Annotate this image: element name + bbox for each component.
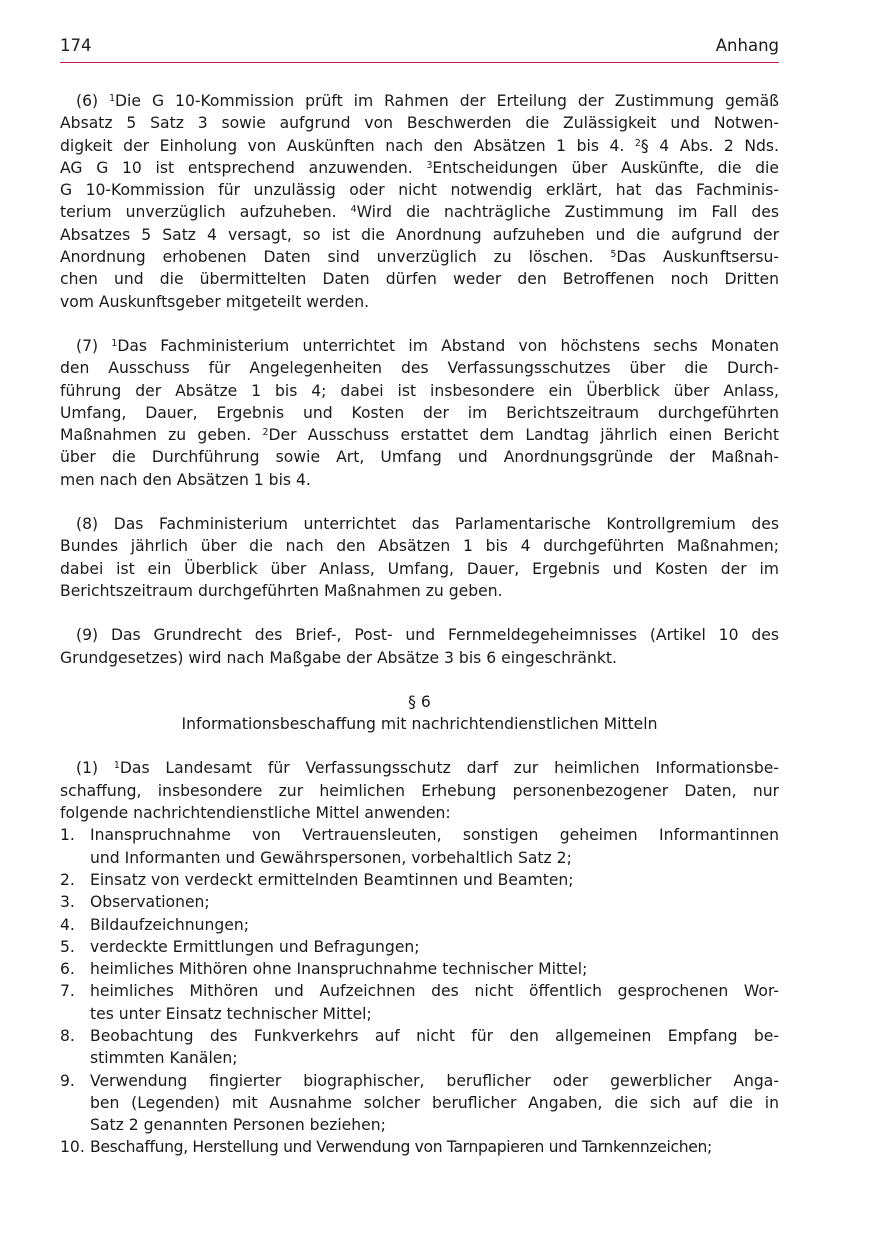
list-item-number: 9. [60, 1071, 75, 1090]
text-line: Bundes jährlich über die nach den Absätzen 1 bis 4 durchgeführten Maßnahmen; [60, 537, 779, 556]
text-segment: Das Auskunftsersu- [616, 248, 779, 267]
running-header [60, 36, 779, 58]
text-segment: den Ausschuss für Angelegenheiten des Verfassungsschutzes über die Durch- [60, 359, 779, 378]
text-line: (8) Das Fachministerium unterrichtet das Parlamentarische Kontrollgremium des [76, 515, 779, 534]
list-item-number: 1. [60, 826, 75, 845]
list-item-number: 5. [60, 937, 75, 956]
text-segment: § 4 Abs. 2 Nds. [640, 136, 779, 155]
list-item [60, 891, 779, 913]
text-segment: führung der Absätze 1 bis 4; dabei ist insbesondere ein Überblick über Anlass, [60, 381, 779, 400]
list-item-text: Observationen; [90, 893, 210, 912]
text-segment: chen und die übermittelten Daten dürfen weder den Betroffenen noch Dritten [60, 270, 779, 289]
text-segment: Entscheidungen über Auskünfte, die die [432, 158, 779, 177]
list-item-continuation [60, 1092, 779, 1114]
list-item [60, 914, 779, 936]
sentence-number: 5 [610, 248, 617, 260]
list-item [60, 936, 779, 958]
text-segment: G 10-Kommission für unzulässig oder nicht notwendig erklärt, hat das Fachminis- [60, 181, 779, 200]
list-item-text: heimliches Mithören und Aufzeichnen des nicht öffentlich gesprochenen Wor- [90, 982, 779, 1001]
text-line [60, 135, 779, 157]
sentence-number: 1 [109, 92, 116, 104]
list-item [60, 1025, 779, 1047]
text-segment: Absatz 5 Satz 3 sowie aufgrund von Beschwerden die Zulässigkeit und Notwen- [60, 114, 779, 133]
list-item-text: verdeckte Ermittlungen und Befragungen; [90, 937, 420, 956]
list-item-text: Einsatz von verdeckt ermittelnden Beamtinnen und Beamten; [90, 870, 574, 889]
list-item-number: 3. [60, 893, 75, 912]
list-item-number: 4. [60, 915, 75, 934]
paragraph-6 [60, 90, 779, 313]
paragraph-7 [60, 335, 779, 491]
list-item-text: Beobachtung des Funkverkehrs auf nicht für den allgemeinen Empfang be- [90, 1026, 779, 1045]
text-line [60, 757, 779, 779]
list-item-number: 8. [60, 1026, 75, 1045]
text-line [60, 224, 779, 246]
text-line [60, 402, 779, 424]
list-item-text: Verwendung fingierter biographischer, beruflicher oder gewerblicher Anga- [90, 1071, 779, 1090]
list-item-text: Satz 2 genannten Personen beziehen; [90, 1116, 386, 1135]
text-line [60, 157, 779, 179]
text-segment: Umfang, Dauer, Ergebnis und Kosten der im Berichtszeitraum durchgeführten [60, 403, 779, 422]
text-line [60, 335, 779, 357]
text-segment: Wird die nachträgliche Zustimmung im Fall des [356, 203, 779, 222]
list-item-continuation [60, 1114, 779, 1136]
list-item-text: stimmten Kanälen; [90, 1049, 238, 1068]
list-item-number: 7. [60, 982, 75, 1001]
text-line [60, 201, 779, 223]
list-item-continuation [60, 1047, 779, 1069]
text-line [60, 291, 779, 313]
list-item-number: 2. [60, 870, 75, 889]
paragraph-9 [60, 624, 779, 669]
list-item [60, 958, 779, 980]
text-line: dabei ist ein Überblick über Anlass, Umfang, Dauer, Ergebnis und Kosten der im [60, 559, 779, 578]
text-segment: über die Durchführung sowie Art, Umfang und Anordnungsgründe der Maßnah- [60, 448, 779, 467]
text-line [60, 469, 779, 491]
text-segment: Das Landesamt für Verfassungsschutz darf zur heimlichen Informationsbe- [119, 759, 779, 778]
section-number: § 6 [408, 692, 431, 711]
list-item-text: ben (Legenden) mit Ausnahme solcher beruflicher Angaben, die sich auf die in [90, 1093, 779, 1112]
text-segment: Maßnahmen zu geben. [60, 426, 263, 445]
list-item [60, 1070, 779, 1092]
page-number: 174 [60, 36, 92, 55]
text-segment: (7) [76, 336, 112, 355]
text-line [60, 268, 779, 290]
list-item-text: tes unter Einsatz technischer Mittel; [90, 1004, 372, 1023]
list-item-text: Beschaffung, Herstellung und Verwendung von Tarnpapieren und Tarnkennzeichen; [90, 1138, 712, 1157]
section-6-paragraph-1 [60, 757, 779, 824]
text-segment: vom Auskunftsgeber mitgeteilt werden. [60, 292, 370, 311]
text-line [60, 112, 779, 134]
header-rule [60, 62, 779, 63]
list-item-text: und Informanten und Gewährspersonen, vorbehaltlich Satz 2; [90, 848, 572, 867]
text-line [60, 380, 779, 402]
text-segment: Anordnung erhobenen Daten sind unverzüglich zu löschen. [60, 248, 611, 267]
text-line [60, 802, 779, 824]
list-item-text: Bildaufzeichnungen; [90, 915, 250, 934]
text-line [60, 780, 779, 802]
running-header-title: Anhang [715, 36, 779, 55]
text-segment: (1) [76, 759, 114, 778]
text-line [60, 90, 779, 112]
list-item [60, 824, 779, 846]
text-line [60, 357, 779, 379]
measures-list [60, 824, 779, 1158]
list-item-text: heimliches Mithören ohne Inanspruchnahme technischer Mittel; [90, 960, 588, 979]
sentence-number: 4 [350, 204, 357, 216]
text-line [60, 246, 779, 268]
text-segment: Absatzes 5 Satz 4 versagt, so ist die Anordnung aufzuheben und die aufgrund der [60, 225, 779, 244]
list-item-number: 6. [60, 960, 75, 979]
section-title: Informationsbeschaffung mit nachrichtendienstlichen Mitteln [181, 715, 658, 734]
text-segment: schaffung, insbesondere zur heimlichen Erhebung personenbezogener Daten, nur [60, 781, 779, 800]
document-body [60, 90, 779, 1159]
list-item [60, 980, 779, 1002]
text-line [60, 446, 779, 468]
sentence-number: 3 [426, 159, 433, 171]
text-line: Berichtszeitraum durchgeführten Maßnahmen zu geben. [60, 581, 503, 600]
text-segment: Der Ausschuss erstattet dem Landtag jährlich einen Bericht [268, 426, 779, 445]
text-segment: digkeit der Einholung von Auskünften nach den Absätzen 1 bis 4. [60, 136, 635, 155]
text-segment: Die G 10-Kommission prüft im Rahmen der Erteilung der Zustimmung gemäß [115, 92, 780, 110]
list-item-continuation [60, 847, 779, 869]
text-segment: terium unverzüglich aufzuheben. [60, 203, 351, 222]
text-line: Grundgesetzes) wird nach Maßgabe der Absätze 3 bis 6 eingeschränkt. [60, 648, 617, 667]
sentence-number: 2 [634, 137, 641, 149]
list-item-text: Inanspruchnahme von Vertrauensleuten, sonstigen geheimen Informantinnen [90, 826, 779, 845]
text-segment: Das Fachministerium unterrichtet im Abstand von höchstens sechs Monaten [117, 336, 780, 355]
sentence-number: 2 [262, 427, 269, 439]
text-line: (9) Das Grundrecht des Brief-, Post- und Fernmeldegeheimnisses (Artikel 10 des [76, 626, 779, 645]
text-line [60, 424, 779, 446]
list-item [60, 869, 779, 891]
list-item-number: 10. [60, 1138, 85, 1157]
paragraph-8 [60, 513, 779, 602]
list-item-continuation [60, 1003, 779, 1025]
text-segment: AG G 10 ist entsprechend anzuwenden. [60, 158, 427, 177]
text-segment: (6) [76, 92, 110, 110]
list-item [60, 1136, 779, 1158]
text-line [60, 179, 779, 201]
text-segment: men nach den Absätzen 1 bis 4. [60, 470, 311, 489]
sentence-number: 1 [111, 337, 118, 349]
sentence-number: 1 [113, 760, 120, 772]
text-segment: folgende nachrichtendienstliche Mittel anwenden: [60, 804, 451, 823]
